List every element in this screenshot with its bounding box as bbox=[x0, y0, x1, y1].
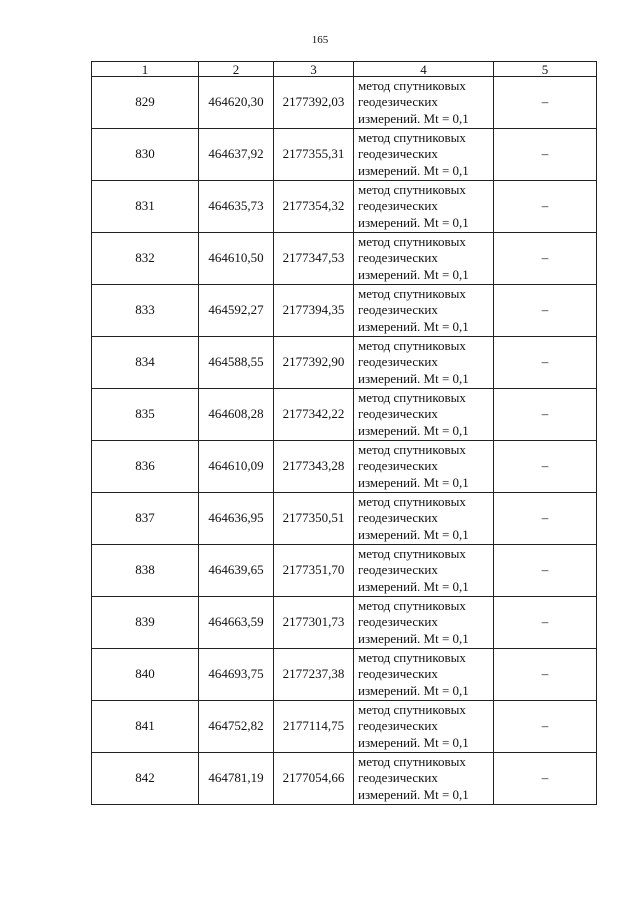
note-cell: – bbox=[494, 285, 597, 337]
method-line: измерений. Mt = 0,1 bbox=[358, 370, 469, 386]
table-row bbox=[92, 129, 597, 181]
coord-y-cell: 2177392,03 bbox=[274, 77, 354, 129]
coord-y-cell: 2177392,90 bbox=[274, 337, 354, 389]
table-row bbox=[92, 181, 597, 233]
point-number-cell: 834 bbox=[92, 337, 199, 389]
point-number-cell: 829 bbox=[92, 77, 199, 129]
method-line: геодезических bbox=[358, 562, 438, 578]
method-cell bbox=[354, 649, 494, 701]
coord-y-cell: 2177054,66 bbox=[274, 753, 354, 805]
coord-x-cell: 464608,28 bbox=[199, 389, 274, 441]
coord-x-cell: 464781,19 bbox=[199, 753, 274, 805]
coord-x-cell: 464620,30 bbox=[199, 77, 274, 129]
coord-x-cell: 464636,95 bbox=[199, 493, 274, 545]
header-col-5: 5 bbox=[494, 62, 597, 77]
point-number-cell: 840 bbox=[92, 649, 199, 701]
coord-y-cell: 2177355,31 bbox=[274, 129, 354, 181]
method-cell bbox=[354, 181, 494, 233]
method-line: измерений. Mt = 0,1 bbox=[358, 266, 469, 282]
table-row bbox=[92, 545, 597, 597]
table-row bbox=[92, 597, 597, 649]
table-row bbox=[92, 337, 597, 389]
method-line: геодезических bbox=[358, 198, 438, 214]
header-row bbox=[92, 62, 597, 77]
coord-x-cell: 464592,27 bbox=[199, 285, 274, 337]
method-cell bbox=[354, 389, 494, 441]
note-cell: – bbox=[494, 493, 597, 545]
coord-y-cell: 2177394,35 bbox=[274, 285, 354, 337]
coord-x-cell: 464635,73 bbox=[199, 181, 274, 233]
method-cell bbox=[354, 753, 494, 805]
method-line: метод спутниковых bbox=[358, 597, 466, 613]
method-line: геодезических bbox=[358, 406, 438, 422]
page-number: 165 bbox=[311, 34, 329, 46]
point-number-cell: 831 bbox=[92, 181, 199, 233]
point-number-cell: 837 bbox=[92, 493, 199, 545]
method-line: метод спутниковых bbox=[358, 441, 466, 457]
header-col-3: 3 bbox=[274, 62, 354, 77]
coord-y-cell: 2177237,38 bbox=[274, 649, 354, 701]
header-col-2: 2 bbox=[199, 62, 274, 77]
method-cell bbox=[354, 493, 494, 545]
table-row bbox=[92, 493, 597, 545]
method-cell bbox=[354, 129, 494, 181]
method-line: метод спутниковых bbox=[358, 337, 466, 353]
method-line: измерений. Mt = 0,1 bbox=[358, 422, 469, 438]
table-row bbox=[92, 701, 597, 753]
method-cell bbox=[354, 441, 494, 493]
coordinates-table bbox=[91, 61, 597, 805]
method-line: геодезических bbox=[358, 302, 438, 318]
note-cell: – bbox=[494, 701, 597, 753]
coord-y-cell: 2177350,51 bbox=[274, 493, 354, 545]
method-line: метод спутниковых bbox=[358, 649, 466, 665]
method-line: метод спутниковых bbox=[358, 233, 466, 249]
note-cell: – bbox=[494, 597, 597, 649]
point-number-cell: 832 bbox=[92, 233, 199, 285]
coord-y-cell: 2177351,70 bbox=[274, 545, 354, 597]
table-header bbox=[92, 62, 597, 77]
note-cell: – bbox=[494, 129, 597, 181]
note-cell: – bbox=[494, 441, 597, 493]
method-cell bbox=[354, 77, 494, 129]
note-cell: – bbox=[494, 753, 597, 805]
method-line: измерений. Mt = 0,1 bbox=[358, 318, 469, 334]
coord-x-cell: 464610,09 bbox=[199, 441, 274, 493]
method-line: метод спутниковых bbox=[358, 77, 466, 93]
coord-x-cell: 464693,75 bbox=[199, 649, 274, 701]
table-row bbox=[92, 77, 597, 129]
method-cell bbox=[354, 337, 494, 389]
header-col-1: 1 bbox=[92, 62, 199, 77]
note-cell: – bbox=[494, 545, 597, 597]
method-line: геодезических bbox=[358, 94, 438, 110]
coord-y-cell: 2177347,53 bbox=[274, 233, 354, 285]
method-cell bbox=[354, 545, 494, 597]
method-line: геодезических bbox=[358, 614, 438, 630]
point-number-cell: 838 bbox=[92, 545, 199, 597]
table-row bbox=[92, 649, 597, 701]
coord-y-cell: 2177301,73 bbox=[274, 597, 354, 649]
coord-x-cell: 464637,92 bbox=[199, 129, 274, 181]
header-col-4: 4 bbox=[354, 62, 494, 77]
point-number-cell: 830 bbox=[92, 129, 199, 181]
method-cell bbox=[354, 701, 494, 753]
method-line: измерений. Mt = 0,1 bbox=[358, 786, 469, 802]
method-line: метод спутниковых bbox=[358, 493, 466, 509]
table-row bbox=[92, 285, 597, 337]
method-line: измерений. Mt = 0,1 bbox=[358, 578, 469, 594]
method-line: геодезических bbox=[358, 458, 438, 474]
note-cell: – bbox=[494, 389, 597, 441]
method-line: геодезических bbox=[358, 146, 438, 162]
method-cell bbox=[354, 233, 494, 285]
point-number-cell: 842 bbox=[92, 753, 199, 805]
method-line: измерений. Mt = 0,1 bbox=[358, 526, 469, 542]
table-row bbox=[92, 389, 597, 441]
coord-y-cell: 2177354,32 bbox=[274, 181, 354, 233]
table-row bbox=[92, 753, 597, 805]
method-line: метод спутниковых bbox=[358, 129, 466, 145]
method-line: метод спутниковых bbox=[358, 701, 466, 717]
point-number-cell: 835 bbox=[92, 389, 199, 441]
method-line: геодезических bbox=[358, 666, 438, 682]
method-cell bbox=[354, 597, 494, 649]
method-line: метод спутниковых bbox=[358, 545, 466, 561]
point-number-cell: 836 bbox=[92, 441, 199, 493]
method-line: измерений. Mt = 0,1 bbox=[358, 214, 469, 230]
method-line: геодезических bbox=[358, 718, 438, 734]
method-line: геодезических bbox=[358, 770, 438, 786]
method-line: метод спутниковых bbox=[358, 285, 466, 301]
point-number-cell: 833 bbox=[92, 285, 199, 337]
note-cell: – bbox=[494, 337, 597, 389]
coord-y-cell: 2177343,28 bbox=[274, 441, 354, 493]
method-line: измерений. Mt = 0,1 bbox=[358, 682, 469, 698]
method-line: метод спутниковых bbox=[358, 753, 466, 769]
note-cell: – bbox=[494, 77, 597, 129]
coord-x-cell: 464588,55 bbox=[199, 337, 274, 389]
note-cell: – bbox=[494, 181, 597, 233]
method-line: геодезических bbox=[358, 250, 438, 266]
method-line: геодезических bbox=[358, 354, 438, 370]
table-body bbox=[92, 77, 597, 805]
method-line: измерений. Mt = 0,1 bbox=[358, 474, 469, 490]
coord-y-cell: 2177342,22 bbox=[274, 389, 354, 441]
coord-x-cell: 464752,82 bbox=[199, 701, 274, 753]
table-row bbox=[92, 441, 597, 493]
coord-x-cell: 464663,59 bbox=[199, 597, 274, 649]
coord-y-cell: 2177114,75 bbox=[274, 701, 354, 753]
point-number-cell: 839 bbox=[92, 597, 199, 649]
method-line: геодезических bbox=[358, 510, 438, 526]
point-number-cell: 841 bbox=[92, 701, 199, 753]
method-cell bbox=[354, 285, 494, 337]
note-cell: – bbox=[494, 649, 597, 701]
method-line: измерений. Mt = 0,1 bbox=[358, 734, 469, 750]
table-row bbox=[92, 233, 597, 285]
coord-x-cell: 464639,65 bbox=[199, 545, 274, 597]
method-line: измерений. Mt = 0,1 bbox=[358, 110, 469, 126]
coord-x-cell: 464610,50 bbox=[199, 233, 274, 285]
note-cell: – bbox=[494, 233, 597, 285]
method-line: метод спутниковых bbox=[358, 181, 466, 197]
method-line: метод спутниковых bbox=[358, 389, 466, 405]
method-line: измерений. Mt = 0,1 bbox=[358, 162, 469, 178]
method-line: измерений. Mt = 0,1 bbox=[358, 630, 469, 646]
